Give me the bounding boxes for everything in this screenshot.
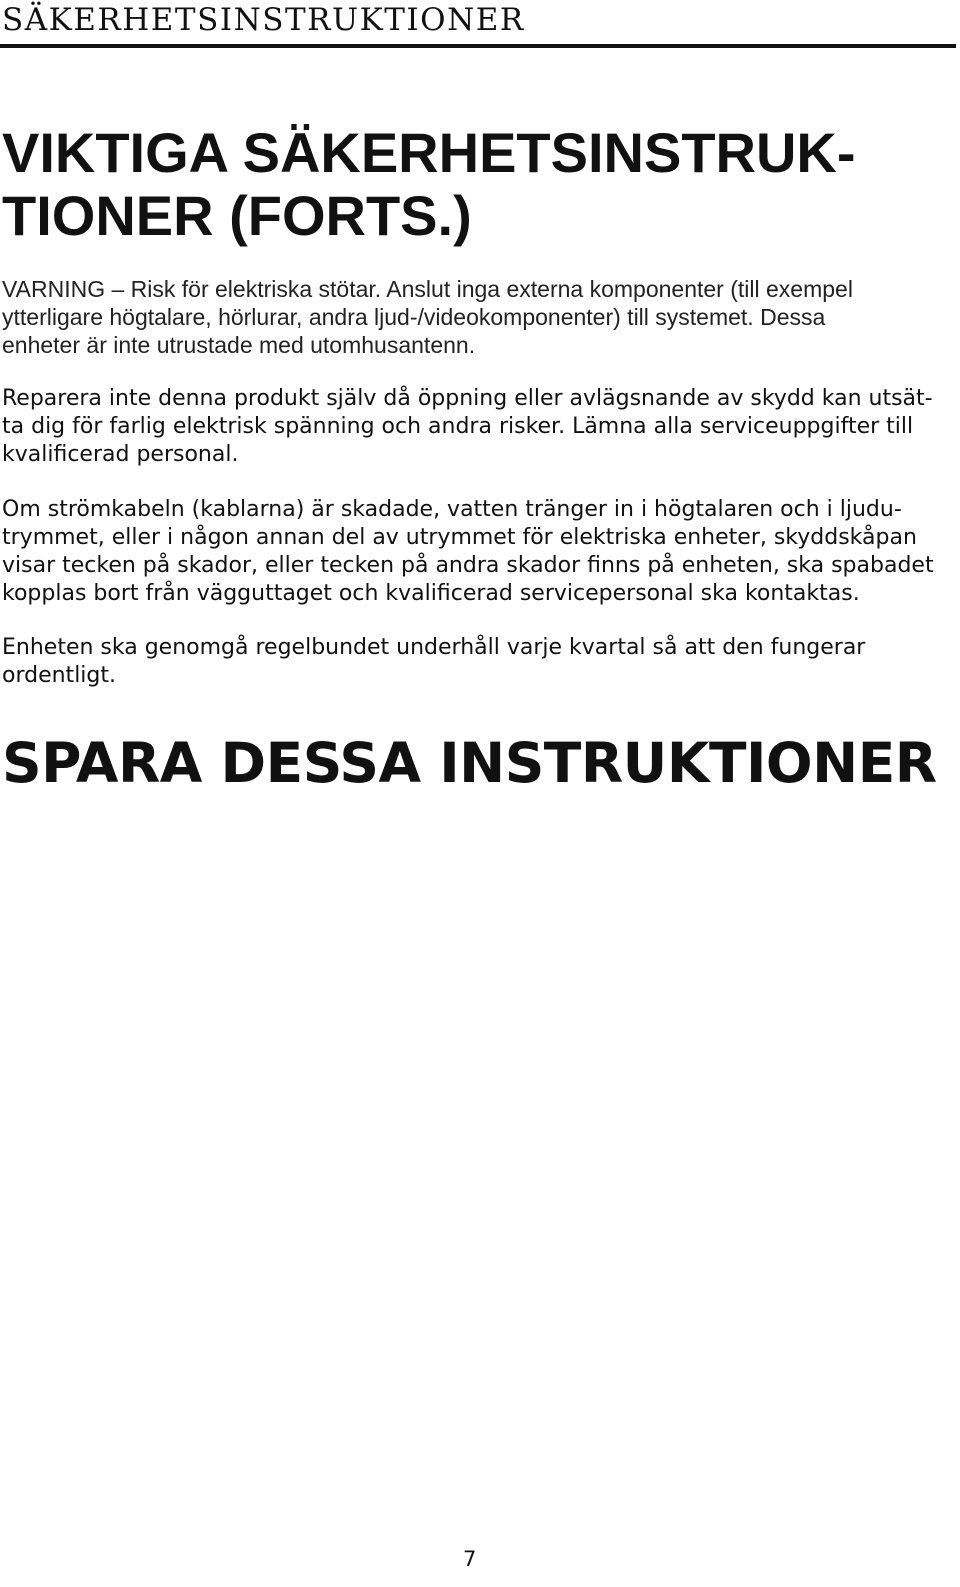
paragraph-line: ta dig för farlig elektrisk spänning och andra risker. Lämna alla serviceuppgifter till [2,414,914,439]
paragraph-line: enheter är inte utrustade med utomhusantenn. [2,332,476,358]
paragraph-line: kopplas bort från vägguttaget och kvalificerad servicepersonal ska kontaktas. [2,581,860,606]
paragraph-line: kvalificerad personal. [2,442,239,467]
page-title-line-2: TIONER (FORTS.) [2,184,472,247]
maintenance-paragraph [2,634,954,690]
page-number: 7 [463,1547,477,1571]
paragraph-line: ytterligare högtalare, hörlurar, andra ljud-/videokomponenter) till systemet. Dessa [2,304,826,330]
paragraph-line: Om strömkabeln (kablarna) är skadade, vatten tränger in i högtalaren och i ljudu- [2,497,902,522]
paragraph-line: ordentligt. [2,663,116,688]
paragraph-line: trymmet, eller i någon annan del av utrymmet för elektriska enheter, skyddskåpan [2,525,917,550]
paragraph-line: Reparera inte denna produkt själv då öppning eller avlägsnande av skydd kan utsät- [2,386,933,411]
paragraph-line: visar tecken på skador, eller tecken på andra skador finns på enheten, ska spabadet [2,553,934,578]
paragraph-line: Enheten ska genomgå regelbundet underhåll varje kvartal så att den fungerar [2,635,866,660]
paragraph-line: VARNING – Risk för elektriska stötar. Anslut inga externa komponenter (till exempel [2,276,853,302]
section-header-title: SÄKERHETSINSTRUKTIONER [2,2,525,38]
warning-paragraph [2,275,954,359]
page-title [2,121,952,247]
page-title-line-1: VIKTIGA SÄKERHETSINSTRUK- [2,121,856,184]
save-instructions-heading: SPARA DESSA INSTRUKTIONER [2,731,937,795]
power-cable-paragraph [2,496,954,608]
repair-paragraph [2,385,954,469]
section-header [0,0,956,48]
